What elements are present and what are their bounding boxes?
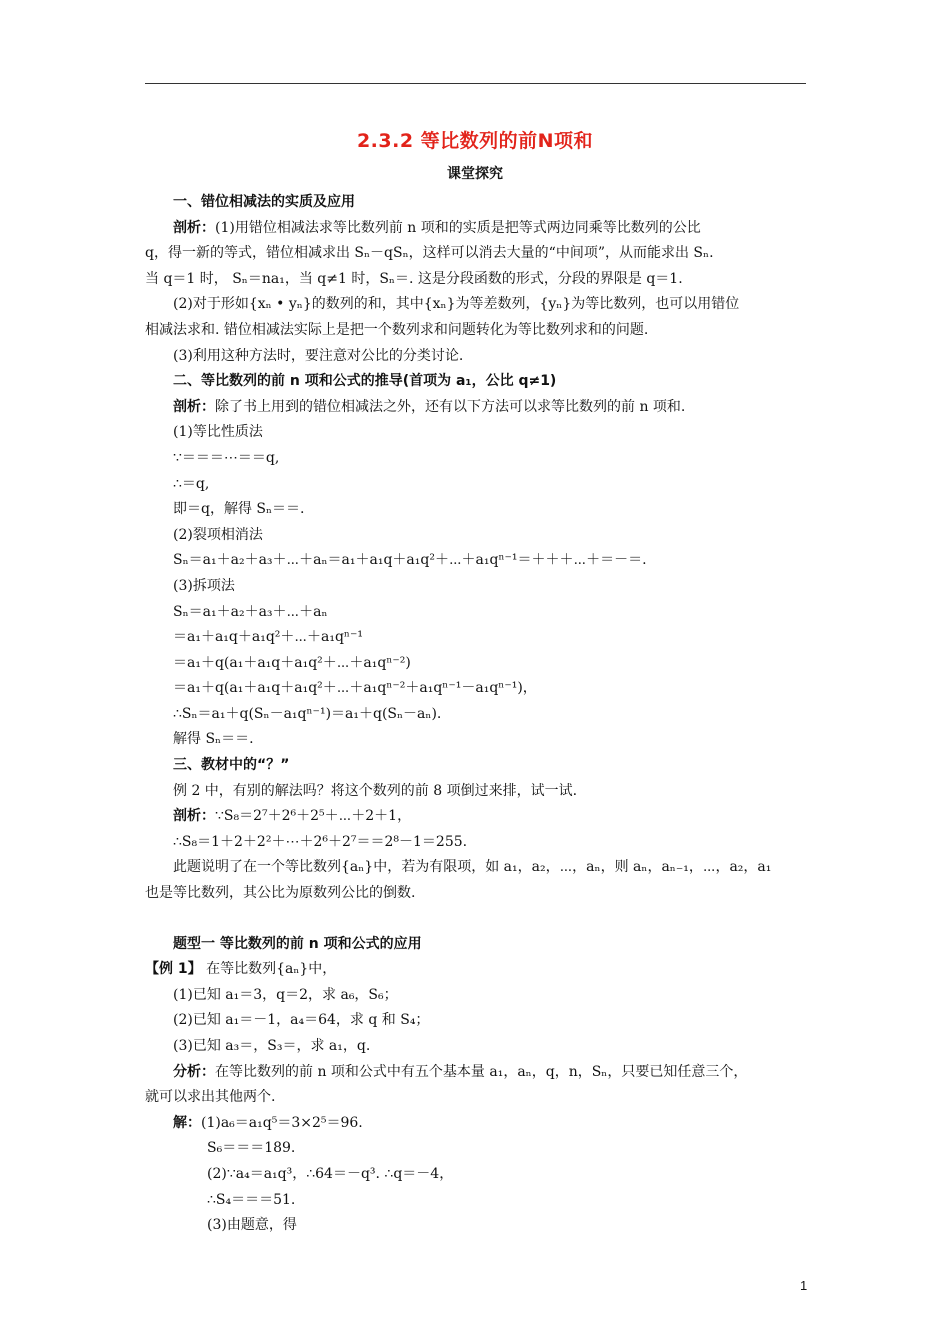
text-line: 在等比数列的前 n 项和公式中有五个基本量 a₁，aₙ，q，n，Sₙ，只要已知任意三个， — [215, 1063, 748, 1080]
section1-heading: 一、错位相减法的实质及应用 — [173, 194, 355, 210]
text-line: 此题说明了在一个等比数列{aₙ}中，若为有限项，如 a₁，a₂，⋯，aₙ，则 aₙ，aₙ₋₁，⋯，a₂，a₁ — [173, 859, 772, 876]
page-number: 1 — [800, 1278, 808, 1293]
formula-line: ∴S₈＝1＋2＋2²＋⋯＋2⁶＋2⁷＝＝2⁸－1＝255. — [173, 833, 468, 850]
text-line: 除了书上用到的错位相减法之外，还有以下方法可以求等比数列的前 n 项和. — [215, 398, 686, 415]
section2-intro — [145, 395, 807, 421]
text-line: 相减法求和. 错位相减法实际上是把一个数列求和问题转化为等比数列求和的问题. — [145, 321, 649, 338]
text-line: (2)对于形如{xₙ • yₙ}的数列的和，其中{xₙ}为等差数列，{yₙ}为等比数列，也可以用错位 — [173, 296, 740, 313]
formula-line: (2)∵a₄＝a₁q³，∴64＝－q³. ∴q＝－4， — [207, 1165, 454, 1182]
text-line: 例 2 中，有别的解法吗？将这个数列的前 8 项倒过来排，试一试. — [173, 782, 578, 799]
formula-line: 解得 Sₙ＝＝. — [173, 731, 254, 748]
page-subtitle: 课堂探究 — [447, 166, 503, 182]
text-line: 在等比数列{aₙ}中， — [201, 961, 337, 978]
formula-line: ＝a₁＋q(a₁＋a₁q＋a₁q²＋⋯＋a₁qⁿ⁻²＋a₁qⁿ⁻¹－a₁qⁿ⁻¹)， — [173, 680, 537, 697]
method-heading: (2)裂项相消法 — [173, 526, 263, 543]
formula-line: ∵＝＝＝⋯＝＝q, — [173, 449, 280, 466]
example-label: 【例 1】 — [145, 961, 202, 978]
solution-label: 解： — [173, 1114, 201, 1131]
formula-line: ∴S₄＝＝＝51. — [207, 1191, 296, 1208]
question-line: (1)已知 a₁＝3，q＝2，求 a₆，S₆； — [173, 986, 398, 1003]
formula-line: Sₙ＝a₁＋a₂＋a₃＋⋯＋aₙ＝a₁＋a₁q＋a₁q²＋⋯＋a₁qⁿ⁻¹＝＋＋＋⋯＋＝－＝. — [173, 552, 647, 569]
method-heading: (1)等比性质法 — [173, 424, 263, 441]
text-line: 当 q＝1 时， Sₙ＝na₁，当 q≠1 时，Sₙ＝. 这是分段函数的形式，分段的界限是 q＝1. — [145, 270, 683, 287]
analysis-line — [145, 1060, 807, 1086]
section2-heading: 二、等比数列的前 n 项和公式的推导(首项为 a₁，公比 q≠1) — [173, 373, 557, 390]
formula-line: (3)由题意，得 — [207, 1217, 297, 1234]
analysis-label: 分析： — [173, 1063, 215, 1080]
text-line: (1)用错位相减法求等比数列前 n 项和的实质是把等式两边同乘等比数列的公比 — [215, 219, 701, 236]
analysis-label: 剖析： — [173, 398, 215, 415]
solution-line — [145, 1111, 807, 1137]
analysis-label: 剖析： — [173, 219, 215, 236]
method-heading: (3)拆项法 — [173, 577, 235, 594]
analysis-label: 剖析： — [173, 808, 215, 825]
formula-line: ∵S₈＝2⁷＋2⁶＋2⁵＋⋯＋2＋1， — [215, 808, 412, 825]
formula-line: S₆＝＝＝189. — [207, 1140, 296, 1157]
document-body — [145, 190, 807, 1239]
spacer — [145, 907, 807, 932]
header-rule — [145, 83, 806, 84]
type1-heading: 题型一 等比数列的前 n 项和公式的应用 — [173, 935, 422, 952]
formula-line: ∴＝q, — [173, 475, 210, 492]
formula-line: ＝a₁＋a₁q＋a₁q²＋⋯＋a₁qⁿ⁻¹ — [173, 629, 363, 646]
text-line: 就可以求出其他两个. — [145, 1089, 276, 1106]
section1-paragraph1 — [145, 216, 807, 242]
formula-line: 即＝q，解得 Sₙ＝＝. — [173, 501, 305, 518]
section3-heading: 三、教材中的“？” — [173, 757, 290, 774]
section3-analysis — [145, 804, 807, 830]
question-line: (2)已知 a₁＝－1，a₄＝64，求 q 和 S₄； — [173, 1012, 430, 1029]
formula-line: (1)a₆＝a₁q⁵＝3×2⁵＝96. — [201, 1114, 363, 1131]
formula-line: ∴Sₙ＝a₁＋q(Sₙ－a₁qⁿ⁻¹)＝a₁＋q(Sₙ－aₙ). — [173, 705, 442, 722]
question-line: (3)已知 a₃＝，S₃＝，求 a₁，q. — [173, 1038, 371, 1054]
example-line — [145, 957, 807, 983]
formula-line: Sₙ＝a₁＋a₂＋a₃＋⋯＋aₙ — [173, 603, 328, 620]
formula-line: ＝a₁＋q(a₁＋a₁q＋a₁q²＋⋯＋a₁qⁿ⁻²) — [173, 654, 411, 671]
text-line: (3)利用这种方法时，要注意对公比的分类讨论. — [173, 347, 464, 364]
text-line: 也是等比数列，其公比为原数列公比的倒数. — [145, 885, 416, 902]
page-title: 2.3.2 等比数列的前N项和 — [356, 130, 594, 152]
text-line: q，得一新的等式，错位相减求出 Sₙ－qSₙ，这样可以消去大量的“中间项”，从而能求出 Sₙ. — [145, 245, 714, 262]
